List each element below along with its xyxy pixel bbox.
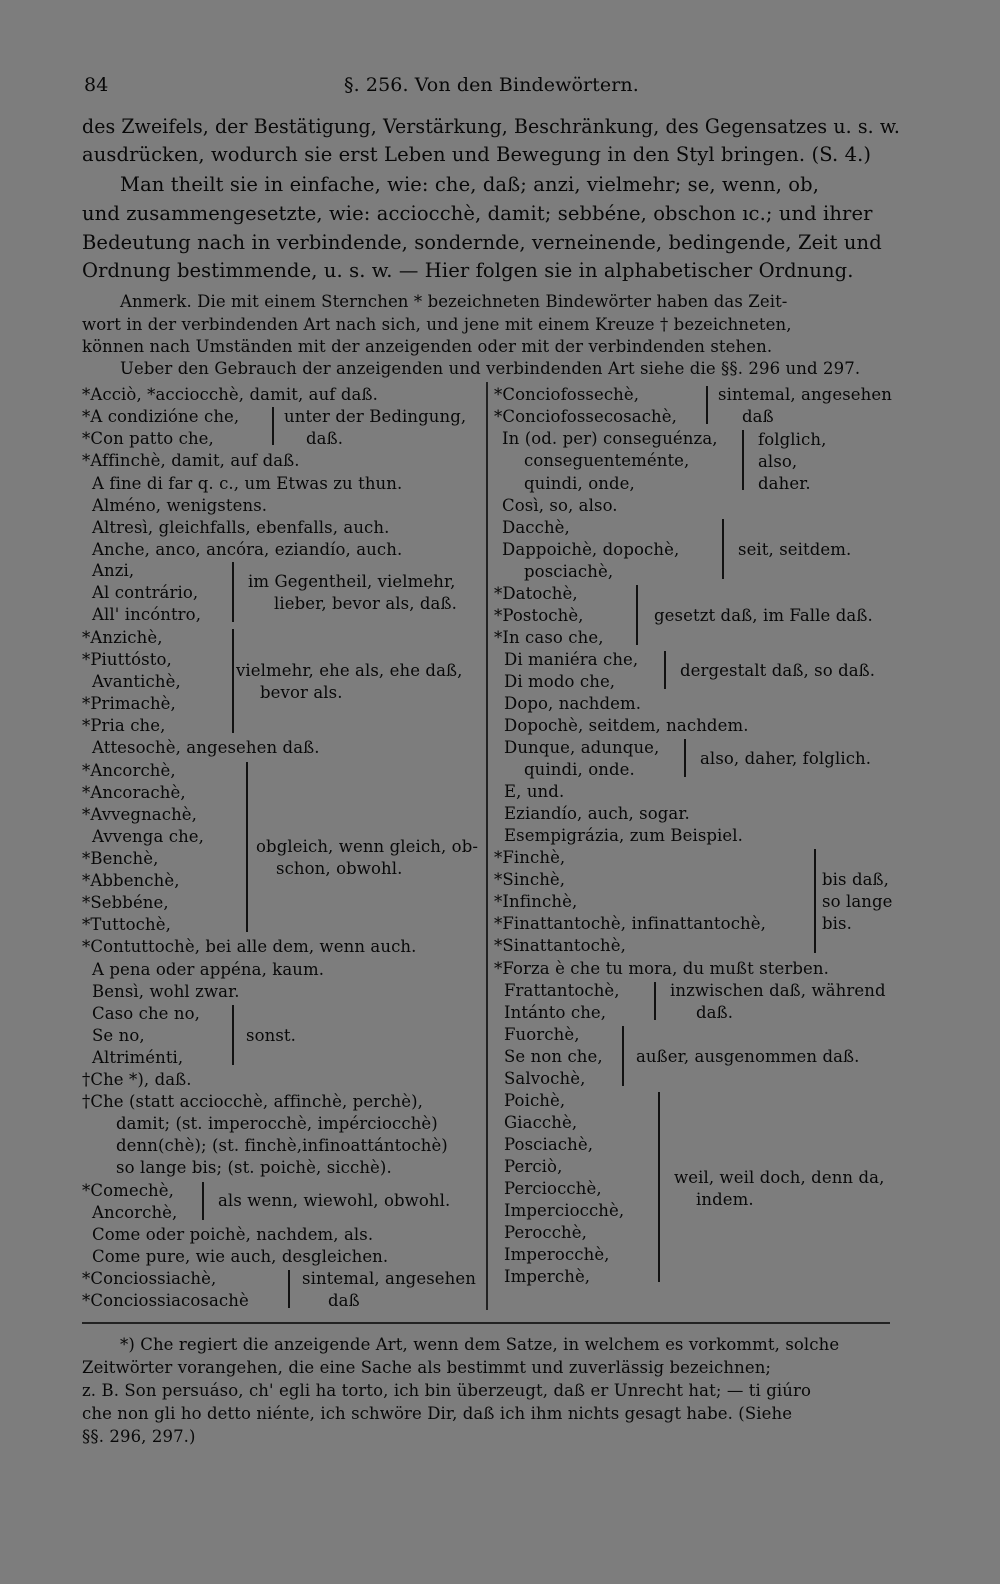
right-gloss: seit, seitdem. xyxy=(738,540,852,559)
left-gloss: bevor als. xyxy=(260,683,343,702)
right-gloss: daß xyxy=(742,407,774,426)
left-entry: *Conciossiachè, xyxy=(82,1269,217,1288)
left-entry: Anzi, xyxy=(92,561,135,580)
left-entry: *A condizióne che, xyxy=(82,407,240,426)
left-entry: Ancorchè, xyxy=(92,1203,178,1222)
left-gloss: lieber, bevor als, daß. xyxy=(274,594,457,613)
right-entry: Frattantochè, xyxy=(504,981,620,1000)
right-gloss: bis daß, xyxy=(822,870,890,889)
right-gloss: so lange xyxy=(822,892,893,911)
left-entry: †Che *), daß. xyxy=(82,1070,192,1089)
right-gloss: daher. xyxy=(758,474,811,493)
left-entry: Come oder poichè, nachdem, als. xyxy=(92,1225,374,1244)
left-entry: *Affinchè, damit, auf daß. xyxy=(82,451,300,470)
left-brace xyxy=(226,1005,234,1065)
right-entry: *Conciofossechè, xyxy=(494,385,640,404)
left-entry: *Conciossiacosachè xyxy=(82,1291,249,1310)
right-entry: Esempigrázia, zum Beispiel. xyxy=(504,826,744,845)
left-brace xyxy=(226,629,234,733)
right-gloss: inzwischen daß, während xyxy=(670,981,886,1000)
right-entry: Perciocchè, xyxy=(504,1179,602,1198)
footnote-line: §§. 296, 297.) xyxy=(82,1427,196,1446)
right-gloss: gesetzt daß, im Falle daß. xyxy=(654,606,873,625)
right-brace xyxy=(648,982,656,1020)
left-entry: *Comechè, xyxy=(82,1181,174,1200)
left-entry: Alméno, wenigstens. xyxy=(92,496,268,515)
right-entry: Se non che, xyxy=(504,1047,603,1066)
right-entry: Dopo, nachdem. xyxy=(504,694,642,713)
right-gloss: außer, ausgenommen daß. xyxy=(636,1047,860,1066)
right-gloss: weil, weil doch, denn da, xyxy=(674,1168,885,1187)
right-brace xyxy=(716,519,724,579)
left-entry: Al contrário, xyxy=(92,583,199,602)
left-entry: *Tuttochè, xyxy=(82,915,171,934)
intro-line: Ordnung bestimmende, u. s. w. — Hier folgen sie in alphabetischer Ordnung. xyxy=(82,259,854,282)
right-entry: Di maniéra che, xyxy=(504,650,639,669)
intro-line: des Zweifels, der Bestätigung, Verstärkung, Beschränkung, des Gegensatzes u. s. w. xyxy=(82,115,901,138)
left-gloss: vielmehr, ehe als, ehe daß, xyxy=(236,661,463,680)
right-entry: conseguenteménte, xyxy=(524,451,690,470)
right-brace xyxy=(700,386,708,424)
left-brace xyxy=(226,562,234,622)
anmerkung-line: können nach Umständen mit der anzeigenden oder mit der verbindenden stehen. xyxy=(82,337,773,356)
right-brace xyxy=(678,739,686,777)
right-brace xyxy=(808,849,816,953)
left-gloss: daß. xyxy=(306,429,344,448)
left-entry: *Contuttochè, bei alle dem, wenn auch. xyxy=(82,937,417,956)
right-entry: *Conciofossecosachè, xyxy=(494,407,677,426)
left-gloss: als wenn, wiewohl, obwohl. xyxy=(218,1191,451,1210)
left-entry: damit; (st. imperocchè, impérciocchè) xyxy=(116,1114,438,1133)
left-gloss: schon, obwohl. xyxy=(276,859,403,878)
right-entry: *Datochè, xyxy=(494,584,578,603)
right-gloss: indem. xyxy=(696,1190,754,1209)
left-entry: *Abbenchè, xyxy=(82,871,180,890)
right-entry: *Sinattantochè, xyxy=(494,936,626,955)
page-number: 84 xyxy=(84,74,109,96)
right-entry: *Postochè, xyxy=(494,606,584,625)
right-entry: Perocchè, xyxy=(504,1223,587,1242)
right-entry: In (od. per) conseguénza, xyxy=(502,429,718,448)
right-gloss: folglich, xyxy=(758,430,827,449)
left-gloss: unter der Bedingung, xyxy=(284,407,467,426)
right-brace xyxy=(658,651,666,689)
right-entry: posciachè, xyxy=(524,562,614,581)
left-entry: Avantichè, xyxy=(92,672,181,691)
right-entry: *Finattantochè, infinattantochè, xyxy=(494,914,766,933)
left-brace xyxy=(196,1182,204,1220)
left-brace xyxy=(266,407,274,445)
footnote-rule xyxy=(82,1322,890,1324)
left-entry: †Che (statt acciocchè, affinchè, perchè), xyxy=(82,1092,423,1111)
footnote-line: *) Che regiert die anzeigende Art, wenn dem Satze, in welchem es vorkommt, solche xyxy=(120,1335,840,1354)
left-brace xyxy=(282,1270,290,1308)
left-entry: *Ancorchè, xyxy=(82,761,176,780)
right-entry: *Sinchè, xyxy=(494,870,566,889)
left-entry: *Benchè, xyxy=(82,849,159,868)
left-entry: *Sebbéne, xyxy=(82,893,169,912)
right-gloss: dergestalt daß, so daß. xyxy=(680,661,876,680)
intro-line: Man theilt sie in einfache, wie: che, daß; anzi, vielmehr; se, wenn, ob, xyxy=(120,173,820,196)
left-entry: so lange bis; (st. poichè, sicchè). xyxy=(116,1158,392,1177)
right-brace xyxy=(616,1026,624,1086)
right-gloss: daß. xyxy=(696,1003,734,1022)
left-gloss: daß xyxy=(328,1291,360,1310)
left-entry: A fine di far q. c., um Etwas zu thun. xyxy=(92,474,403,493)
right-gloss: sintemal, angesehen xyxy=(718,385,892,404)
right-entry: Imperocchè, xyxy=(504,1245,610,1264)
right-gloss: also, daher, folglich. xyxy=(700,749,872,768)
left-brace xyxy=(240,762,248,932)
left-entry: *Primachè, xyxy=(82,694,176,713)
left-entry: denn(chè); (st. finchè,infinoattántochè) xyxy=(116,1136,448,1155)
left-gloss: sonst. xyxy=(246,1026,296,1045)
right-entry: Dappoichè, dopochè, xyxy=(502,540,680,559)
footnote-line: Zeitwörter vorangehen, die eine Sache als bestimmt und zuverlässig bezeichnen; xyxy=(82,1358,772,1377)
right-entry: Eziandío, auch, sogar. xyxy=(504,804,690,823)
right-entry: Così, so, also. xyxy=(502,496,618,515)
right-entry: Di modo che, xyxy=(504,672,616,691)
anmerkung-line: Anmerk. Die mit einem Sternchen * bezeichneten Bindewörter haben das Zeit- xyxy=(120,292,788,311)
anmerkung-line: Ueber den Gebrauch der anzeigenden und verbindenden Art siehe die §§. 296 und 297. xyxy=(120,359,861,378)
right-entry: *Infinchè, xyxy=(494,892,578,911)
right-brace xyxy=(736,430,744,490)
footnote-line: che non gli ho detto niénte, ich schwöre Dir, daß ich ihm nichts gesagt habe. (Siehe xyxy=(82,1404,793,1423)
left-entry: Attesochè, angesehen daß. xyxy=(92,738,320,757)
left-entry: Come pure, wie auch, desgleichen. xyxy=(92,1247,389,1266)
right-entry: Dopochè, seitdem, nachdem. xyxy=(504,716,749,735)
right-entry: *Finchè, xyxy=(494,848,566,867)
left-entry: *Ancorachè, xyxy=(82,783,186,802)
left-entry: A pena oder appéna, kaum. xyxy=(92,960,325,979)
right-entry: Salvochè, xyxy=(504,1069,586,1088)
right-brace xyxy=(652,1092,660,1282)
intro-line: ausdrücken, wodurch sie erst Leben und Bewegung in den Styl bringen. (S. 4.) xyxy=(82,143,872,166)
right-entry: Posciachè, xyxy=(504,1135,594,1154)
left-gloss: im Gegentheil, vielmehr, xyxy=(248,572,456,591)
left-entry: Avvenga che, xyxy=(92,827,205,846)
left-entry: *Piuttósto, xyxy=(82,650,172,669)
intro-line: Bedeutung nach in verbindende, sondernde, verneinende, bedingende, Zeit und xyxy=(82,231,882,254)
running-title: §. 256. Von den Bindewörtern. xyxy=(344,74,639,96)
right-entry: Giacchè, xyxy=(504,1113,578,1132)
right-entry: *Forza è che tu mora, du mußt sterben. xyxy=(494,959,829,978)
right-entry: *In caso che, xyxy=(494,628,604,647)
right-entry: Imperciocchè, xyxy=(504,1201,625,1220)
left-entry: *Pria che, xyxy=(82,716,166,735)
right-entry: Intánto che, xyxy=(504,1003,607,1022)
right-entry: quindi, onde, xyxy=(524,474,635,493)
left-entry: *Con patto che, xyxy=(82,429,214,448)
right-entry: Imperchè, xyxy=(504,1267,591,1286)
right-brace xyxy=(630,585,638,645)
left-entry: *Anzichè, xyxy=(82,628,163,647)
column-divider xyxy=(486,382,488,1310)
right-gloss: also, xyxy=(758,452,798,471)
footnote-line: z. B. Son persuáso, ch' egli ha torto, ich bin überzeugt, daß er Unrecht hat; — ti giúro xyxy=(82,1381,812,1400)
right-entry: Perciò, xyxy=(504,1157,563,1176)
right-entry: Fuorchè, xyxy=(504,1025,580,1044)
right-gloss: bis. xyxy=(822,914,852,933)
anmerkung-line: wort in der verbindenden Art nach sich, und jene mit einem Kreuze † bezeichneten, xyxy=(82,315,792,334)
right-entry: Poichè, xyxy=(504,1091,566,1110)
right-entry: quindi, onde. xyxy=(524,760,635,779)
left-entry: All' incóntro, xyxy=(92,605,202,624)
right-entry: E, und. xyxy=(504,782,565,801)
left-gloss: sintemal, angesehen xyxy=(302,1269,476,1288)
left-entry: *Avvegnachè, xyxy=(82,805,198,824)
right-entry: Dunque, adunque, xyxy=(504,738,660,757)
left-entry: Se no, xyxy=(92,1026,145,1045)
left-entry: *Acciò, *acciocchè, damit, auf daß. xyxy=(82,385,378,404)
left-entry: Anche, anco, ancóra, eziandío, auch. xyxy=(92,540,403,559)
left-entry: Altriménti, xyxy=(92,1048,184,1067)
right-entry: Dacchè, xyxy=(502,518,570,537)
left-entry: Bensì, wohl zwar. xyxy=(92,982,240,1001)
left-gloss: obgleich, wenn gleich, ob- xyxy=(256,837,479,856)
left-entry: Altresì, gleichfalls, ebenfalls, auch. xyxy=(92,518,390,537)
left-entry: Caso che no, xyxy=(92,1004,200,1023)
intro-line: und zusammengesetzte, wie: acciocchè, damit; sebbéne, obschon ıc.; und ihrer xyxy=(82,202,873,225)
